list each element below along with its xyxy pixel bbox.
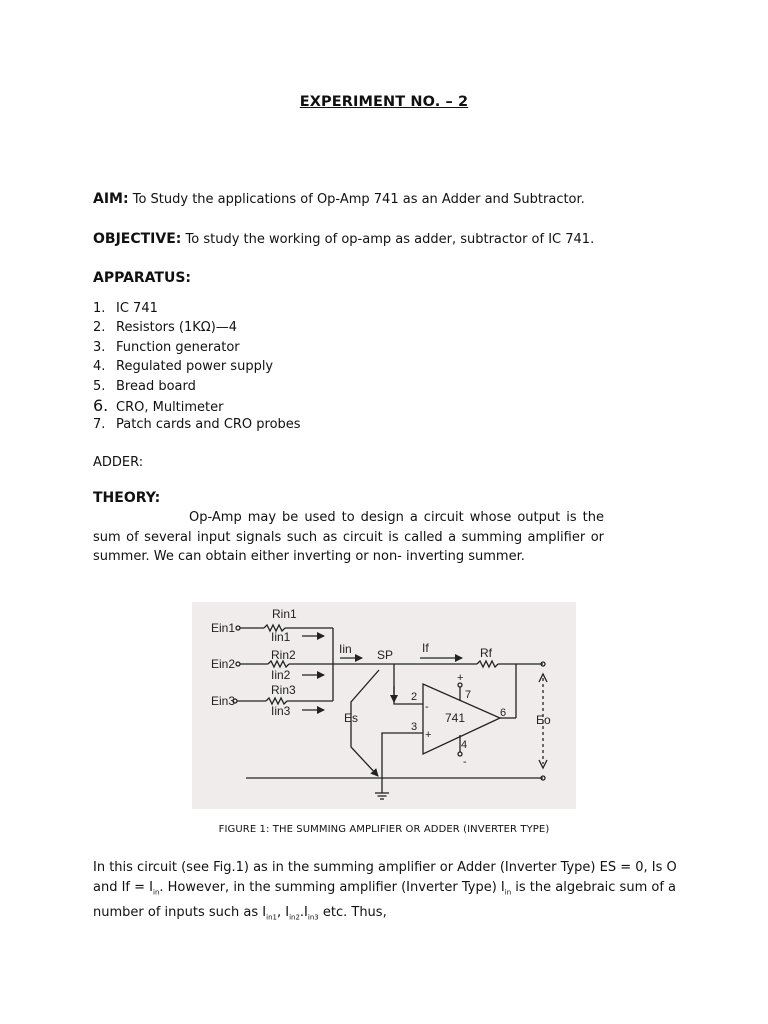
list-item-number: 1. (93, 301, 106, 316)
theory-heading: THEORY: (93, 490, 161, 506)
label-es: Es (344, 711, 359, 725)
list-item-text: Patch cards and CRO probes (116, 417, 301, 433)
list-item-text: IC 741 (116, 301, 158, 316)
label-ein1: Ein1 (211, 621, 236, 635)
label-vplus: + (457, 672, 464, 684)
subscript: in (153, 888, 160, 897)
paragraph-text: etc. Thus, (318, 904, 387, 920)
objective-line (93, 231, 594, 247)
list-item-number: 7. (93, 417, 106, 433)
subscript: in (504, 888, 512, 897)
apparatus-list (93, 299, 301, 435)
wire-noninverting-input (382, 733, 423, 778)
list-item-number: 3. (93, 339, 106, 355)
label-iin2: Iin2 (271, 668, 291, 682)
label-rin1: Rin1 (272, 607, 297, 621)
aim-label: AIM: (93, 191, 129, 207)
list-item-number: 5. (93, 378, 106, 394)
label-iin: Iin (339, 642, 352, 656)
objective-text: To study the working of op-amp as adder, subtractor of IC 741. (185, 232, 595, 247)
adder-heading: ADDER: (93, 455, 144, 470)
theory-text: Op-Amp may be used to design a circuit whose output is the sum of several input signals such as circuit is called a summing amplifier or summer. We can obtain either inverting or non- inverting summer. (93, 510, 604, 564)
list-item-number: 2. (93, 320, 106, 336)
figure-caption: FIGURE 1: THE SUMMING AMPLIFIER OR ADDER (INVERTER TYPE) (218, 824, 550, 835)
list-item (93, 415, 301, 434)
paragraph-text: . However, in the summing amplifier (Inverter Type) I (159, 880, 505, 895)
list-item (93, 338, 301, 357)
label-if: If (422, 641, 429, 655)
label-plus-input: + (425, 729, 432, 741)
label-pin4: 4 (461, 739, 468, 751)
aim-text: To Study the applications of Op-Amp 741 as an Adder and Subtractor. (132, 192, 585, 207)
paragraph-text: .I (299, 904, 308, 920)
label-iin3: Iin3 (271, 704, 291, 718)
label-sp: SP (377, 648, 394, 662)
list-item-text: Function generator (116, 339, 240, 355)
terminal-vminus (458, 752, 462, 756)
theory-paragraph (93, 508, 604, 567)
paragraph-text: In this circuit (see Fig.1) as in the summing amplifier or Adder (Inverter Type) ES = 0, Is O and If = I (93, 860, 677, 895)
list-item-text: CRO, Multimeter (116, 399, 224, 415)
list-item-text: Resistors (1KΩ)—4 (116, 320, 238, 336)
subscript: in1 (266, 913, 277, 922)
paragraph-text: , I (276, 904, 290, 920)
list-item-text: Bread board (116, 378, 196, 394)
label-rf: Rf (480, 646, 492, 660)
label-rin2: Rin2 (271, 648, 296, 662)
terminal-ein2 (236, 662, 240, 666)
list-item (93, 396, 301, 415)
label-pin6: 6 (500, 707, 507, 719)
label-eo: Eo (536, 713, 551, 727)
terminal-ein1 (236, 626, 240, 630)
resistor-rf (477, 661, 498, 667)
list-item-text: Regulated power supply (116, 359, 274, 375)
subscript: in2 (289, 913, 300, 922)
label-741: 741 (445, 711, 466, 725)
list-item (93, 377, 301, 396)
label-ein3: Ein3 (211, 694, 236, 708)
label-rin3: Rin3 (271, 683, 296, 697)
label-ein2: Ein2 (211, 657, 236, 671)
body-paragraph (93, 858, 683, 927)
summing-amplifier-diagram (192, 602, 576, 809)
label-minus-input: - (425, 701, 429, 713)
subscript: in3 (307, 913, 319, 922)
aim-line (93, 191, 585, 207)
list-item-number: 6. (93, 395, 109, 415)
list-item-number: 4. (93, 359, 106, 375)
paragraph-text: is the algebraic sum of a number of inputs such as I (93, 880, 676, 920)
list-item (93, 318, 301, 337)
label-pin3: 3 (411, 721, 418, 733)
label-pin2: 2 (411, 691, 418, 703)
label-vminus: - (463, 756, 467, 768)
page-title: EXPERIMENT NO. – 2 (299, 94, 469, 110)
apparatus-heading: APPARATUS: (93, 270, 192, 286)
list-item (93, 357, 301, 376)
list-item (93, 299, 301, 318)
wire-inverting-input (394, 664, 423, 704)
circuit-figure (192, 602, 576, 809)
objective-label: OBJECTIVE: (93, 231, 182, 247)
label-iin1: Iin1 (271, 630, 291, 644)
label-pin7: 7 (465, 689, 472, 701)
